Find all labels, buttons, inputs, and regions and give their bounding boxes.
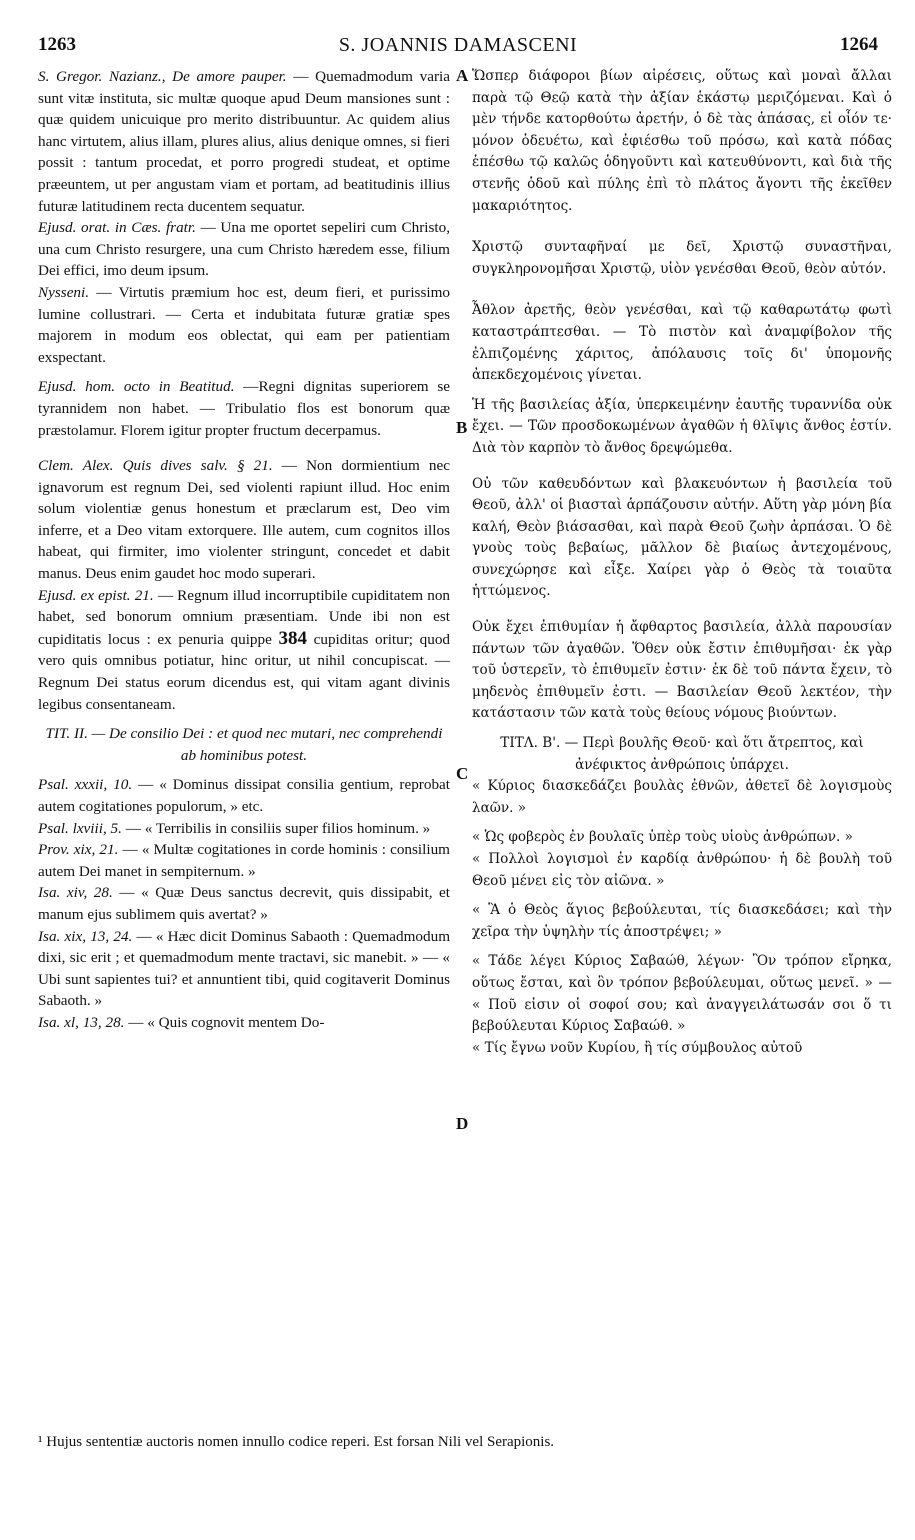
passage-text: cupiditas oritur; quod vero quis omnibus potiatur, hinc oritur, ut nihil concupiscat. — Regnum Dei status eorum dicendus est, qui vitam agant divinis legibus consentaneam.: [38, 630, 451, 713]
passage-text: — Una me oportet sepeliri cum Christo, una cum Christo resurgere, una cum Christo hæredem esse, filium Dei effici, imo deum ipsum.: [38, 219, 450, 280]
margin-marker-d: D: [456, 1114, 469, 1133]
citation: Ejusd. hom. octo in Beatitud.: [38, 378, 235, 396]
margin-marker-a: A: [456, 66, 469, 85]
passage-text: — « Terribilis in consiliis super filios hominum. »: [125, 819, 431, 837]
latin-passage: [38, 217, 450, 282]
greek-passage: « Πολλοὶ λογισμοὶ ἐν καρδίᾳ ἀνθρώπου· ἡ δὲ βουλὴ τοῦ Θεοῦ μένει εἰς τὸν αἰῶνα. »: [472, 851, 892, 889]
page-number-left: 1263: [38, 34, 76, 55]
citation: Isa. xiv, 28.: [38, 884, 113, 902]
passage-text: — « Quæ Deus sanctus decrevit, quis dissipabit, et manum ejus sublimem quis avertat? »: [38, 884, 451, 923]
citation: Ejusd. orat. in Cæs. fratr.: [38, 219, 196, 237]
latin-passage: [38, 926, 450, 1012]
footnote: ¹ Hujus sententiæ auctoris nomen innullo codice reperi. Est forsan Nili vel Serapionis.: [38, 1434, 555, 1450]
citation: Psal. xxxii, 10.: [38, 776, 133, 794]
section-title: ΤΙΤΛ. Β'. — Περὶ βουλῆς Θεοῦ· καὶ ὅτι ἄτρεπτος, καὶ ἀνέφικτος ἀνθρώποις ὑπάρχει.: [500, 735, 864, 773]
passage-text: —Regni dignitas superiorem se tyrannidem non habet. — Tribulatio flos est bonorum quæ præstolamur. Florem igitur propter fructum decerpamus.: [38, 378, 451, 439]
citation: Isa. xix, 13, 24.: [38, 927, 133, 945]
latin-column: [38, 66, 450, 1034]
section-title: TIT. II. — De consilio Dei : et quod nec mutari, nec comprehendi ab hominibus potest.: [45, 725, 443, 764]
edition-page-number: 384: [278, 627, 307, 649]
latin-passage: [38, 882, 450, 925]
passage-text: — « Quis cognovit mentem Do-: [128, 1013, 325, 1031]
running-title: S. JOANNIS DAMASCENI: [338, 34, 578, 56]
citation: Ejusd. ex epist. 21.: [38, 586, 154, 604]
passage-text: — « Dominus dissipat consilia gentium, reprobat autem cogitationes populorum, » etc.: [38, 776, 451, 815]
greek-passage: Ἡ τῆς βασιλείας ἀξία, ὑπερκειμένην ἑαυτῆς τυραννίδα οὐκ ἔχει. — Τῶν προσδοκωμένων ἀγαθῶν ἡ θλῖψις ἄνθος ἐστίν. Διὰ τὸν καρπὸν τὸ ἄνθος δρεψώμεθα.: [472, 396, 892, 456]
greek-passage: « Κύριος διασκεδάζει βουλὰς ἐθνῶν, ἀθετεῖ δὲ λογισμοὺς λαῶν. »: [472, 778, 892, 816]
greek-passage: Ὥσπερ διάφοροι βίων αἱρέσεις, οὕτως καὶ μοναὶ ἄλλαι παρὰ τῷ Θεῷ κατὰ τὴν ἀξίαν ἑκάστῳ μεριζόμεναι. Καὶ ὁ μὲν τήνδε κατορθούτω ἀρετήν, ὁ δὲ τὰς ἁπάσας, εἰ οἷόν τε· μόνον ὁδευέτω, καὶ ἐφιέσθω τοῦ πρόσω, καὶ κατὰ πόδας ἑπέσθω τῷ καλῶς ὁδηγοῦντι καὶ κατευθύνοντι, καὶ διὰ τῆς στενῆς ὁδοῦ καὶ πύλης ἐπὶ τὸ πλάτος ἄγοντι τῆς ἐκεῖθεν μακαριότητος.: [472, 68, 892, 214]
citation: Prov. xix, 21.: [38, 841, 119, 859]
citation: Psal. lxviii, 5.: [38, 819, 122, 837]
greek-passage: Ἆθλον ἀρετῆς, θεὸν γενέσθαι, καὶ τῷ καθαρωτάτῳ φωτὶ καταστράπτεσθαι. — Τὸ πιστὸν καὶ ἀναμφίβολον τῆς ἐλπιζομένης χάριτος, ἀπόλαυσις τοῖς δι' ὑπομονῆς ἀπεκδεχομένοις γίνεται.: [472, 302, 892, 384]
greek-passage: Οὐκ ἔχει ἐπιθυμίαν ἡ ἄφθαρτος βασιλεία, ἀλλὰ παρουσίαν πάντων τῶν ἀγαθῶν. Ὅθεν οὐκ ἔστιν ἐπιθυμῆσαι· ἐκ γὰρ τοῦ ὑστερεῖν, τὸ ἐπιθυμεῖν ἐστιν· ἐκ δὲ τοῦ πάντα ἔχειν, τὸ μηδενὸς ἐπιθυμεῖν ἐστι. — Βασιλείαν Θεοῦ λεκτέον, τὴν κατάστασιν τῶν κατὰ τοὺς θείους νόμους βιούντων.: [472, 619, 892, 722]
citation: Clem. Alex. Quis dives salv. § 21.: [38, 457, 273, 475]
latin-passage: [38, 455, 450, 585]
latin-passage: [38, 774, 450, 817]
passage-text: — Non dormientium nec ignavorum est regnum Dei, sed violenti rapiunt illud. Hoc enim solum violentiæ genus honestum et præclarum est, Deo vim inferre, et a Deo vitam extorquere. Ille autem, cum cognitos illos habeat, qui firmiter, imo violenter stringunt, concedet et dabit manus. Deus enim gaudet hoc modo superari.: [38, 457, 451, 583]
margin-marker-c: C: [456, 764, 469, 783]
margin-marker-b: B: [456, 418, 468, 437]
citation: Nysseni.: [38, 283, 90, 301]
latin-passage: [38, 282, 450, 368]
greek-column: [472, 66, 892, 1059]
latin-passage: [38, 585, 450, 716]
latin-passage: [38, 1012, 450, 1034]
passage-text: — Regnum illud incorruptibile cupiditatem non habet, sed bonorum omnium præsentiam. Unde ibi non est cupiditatis locus : ex penuria quippe: [38, 586, 451, 648]
passage-text: — Virtutis præmium hoc est, deum fieri, et purissimo lumine collustrari. — Certa et indubitata futuræ gratiæ spes majorem in modum eos oblectat, qui eam per patientiam exspectant.: [38, 283, 451, 366]
greek-passage: Χριστῷ συνταφῆναί με δεῖ, Χριστῷ συναστῆναι, συγκληρονομῆσαι Χριστῷ, υἱὸν γενέσθαι Θεοῦ, θεὸν αὐτόν.: [472, 239, 892, 277]
citation: Isa. xl, 13, 28.: [38, 1013, 125, 1031]
passage-text: — « Multæ cogitationes in corde hominis : consilium autem Dei manet in sempiternum. »: [38, 841, 450, 880]
greek-passage: « Ὡς φοβερὸς ἐν βουλαῖς ὑπὲρ τοὺς υἱοὺς ἀνθρώπων. »: [472, 829, 853, 846]
latin-passage: [38, 839, 450, 882]
greek-passage: « Τίς ἔγνω νοῦν Κυρίου, ἢ τίς σύμβουλος αὐτοῦ: [472, 1039, 803, 1056]
greek-passage: Οὐ τῶν καθευδόντων καὶ βλακευόντων ἡ βασιλεία τοῦ Θεοῦ, ἀλλ' οἱ βιασταὶ ἁρπάζουσιν αὐτήν. Αὕτη γὰρ μόνη βία καλή, Θεὸν βιάσασθαι, καὶ παρὰ Θεοῦ ζωὴν ἁρπάσαι. Ὁ δὲ γνοὺς τοὺς βεβαίως, μᾶλλον δὲ βιαίως ἀντεχομένους, συνεχώρησε καὶ εἶξε. Χαίρει γὰρ ὁ Θεὸς τὰ τοιαῦτα ἡττώμενος.: [472, 475, 892, 600]
greek-passage: « Ἃ ὁ Θεὸς ἅγιος βεβούλευται, τίς διασκεδάσει; καὶ τὴν χεῖρα τὴν ὑψηλὴν τίς ἀποστρέψει; »: [472, 902, 892, 940]
latin-passage: [38, 818, 450, 840]
page-header: [38, 34, 878, 60]
latin-passage: [38, 66, 450, 217]
passage-text: — Quemadmodum varia sunt vitæ instituta, sic multæ quoque apud Deum mansiones sunt : quæ quidem unicuique pro merito distribuuntur. Ac quidem alius hanc virtutem, alius illam, plures alius, alius denique omnes, si fieri possit : tantum procedat, et porro progredi studeat, et optime præeuntem, ut per angustam viam et portam, ad beatitudinis illius futuræ latitudinem recta ducentem sequatur.: [38, 68, 451, 215]
passage-text: — « Hæc dicit Dominus Sabaoth : Quemadmodum dixi, sic erit ; et quemadmodum mente tractavi, sic manebit. » — « Ubi sunt sapientes tui? et annuntient tibi, quid cogitaverit Dominus Sabaoth. »: [38, 927, 451, 1010]
greek-passage: « Τάδε λέγει Κύριος Σαβαώθ, λέγων· Ὃν τρόπον εἴρηκα, οὕτως ἔσται, καὶ ὃν τρόπον βεβούλευμαι, οὕτως μενεῖ. » — « Ποῦ εἰσιν οἱ σοφοί σου; καὶ ἀναγγειλάτωσάν σοι ὅ τι βεβούλευται Κύριος Σαβαώθ. »: [472, 953, 892, 1035]
citation: S. Gregor. Nazianz., De amore pauper.: [38, 68, 287, 85]
latin-passage: [38, 376, 450, 441]
page-number-right: 1264: [840, 34, 878, 55]
